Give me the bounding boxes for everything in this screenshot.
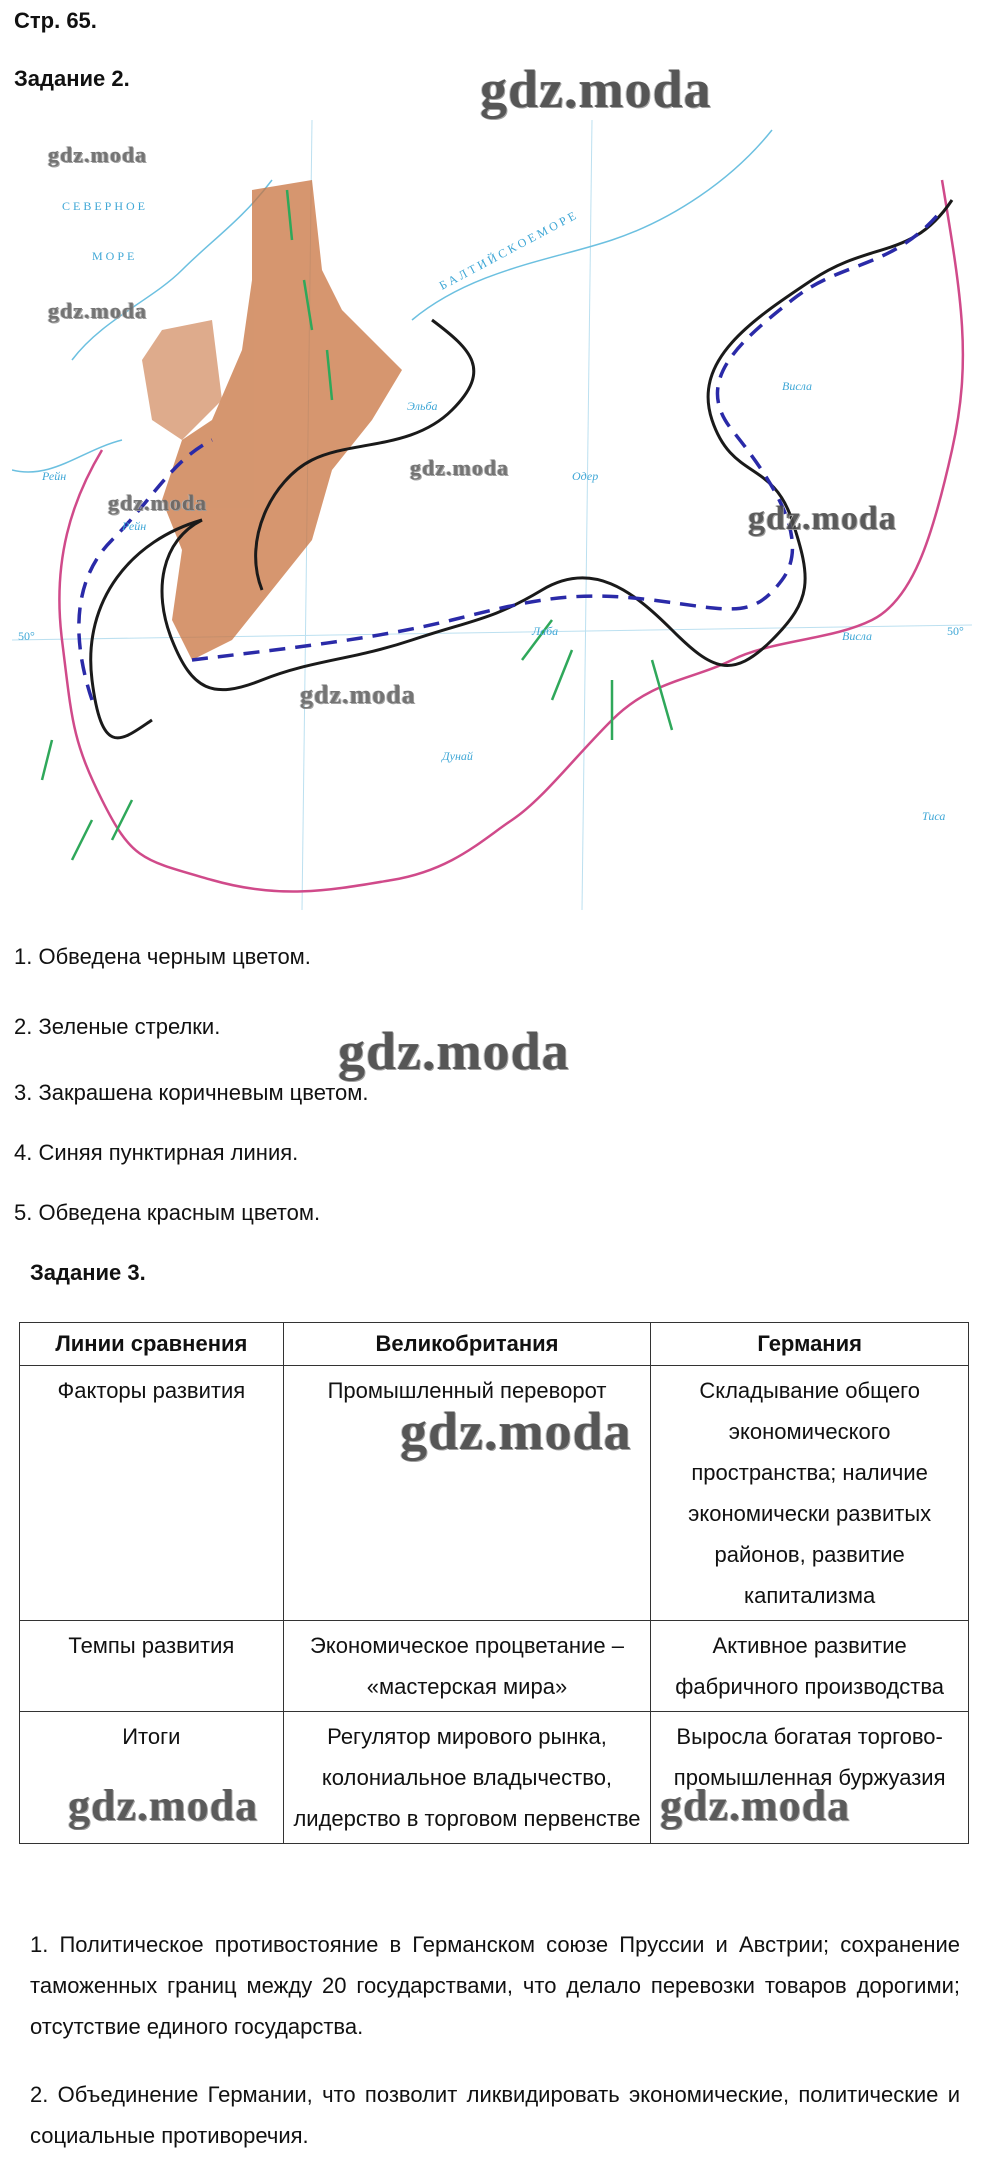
table-cell: Экономическое процветание – «мастерская мира»	[283, 1621, 651, 1712]
task2-title: Задание 2.	[14, 66, 130, 91]
map-label-danube: Дунай	[442, 749, 473, 763]
table-header-cell: Линии сравнения	[20, 1323, 284, 1366]
map-label-vistula-1: Висла	[782, 379, 813, 393]
table-cell: Итоги	[20, 1712, 284, 1844]
watermark: gdz.moda	[300, 680, 416, 709]
watermark: gdz.moda	[660, 1781, 851, 1830]
table-cell: Промышленный переворот	[283, 1366, 651, 1621]
map-label-rhine-2: Рейн	[122, 519, 147, 533]
answer-paragraph: 1. Политическое противостояние в Германском союзе Пруссии и Австрии; сохранение таможенных границ между 20 государствами, что делало перевозки товаров дорогими; отсутствие единого государства.	[30, 1932, 960, 2039]
watermark: gdz.moda	[748, 500, 897, 537]
answer-paragraph: 2. Объединение Германии, что позволит ликвидировать экономические, политические и социальные противоречия.	[30, 2082, 960, 2148]
map-label-north-sea-1: С Е В Е Р Н О Е	[62, 199, 146, 213]
task2-item: 4. Синяя пунктирная линия.	[14, 1140, 299, 1165]
map-label-north-sea-2: М О Р Е	[92, 249, 135, 263]
table-cell: Регулятор мирового рынка, колониальное владычество, лидерство в торговом первенстве	[283, 1712, 651, 1844]
table-cell: Темпы развития	[20, 1621, 284, 1712]
watermark: gdz.moda	[108, 490, 208, 515]
table-header-cell: Великобритания	[283, 1323, 651, 1366]
watermark: gdz.moda	[338, 1021, 570, 1081]
map-label-baltic-sea: Б А Л Т И Й С К О Е М О Р Е	[436, 208, 579, 293]
table-cell: Выросла богатая торгово-промышленная буржуазия	[651, 1712, 969, 1844]
map-label-tisza: Тиса	[922, 809, 946, 823]
task2-item: 3. Закрашена коричневым цветом.	[14, 1080, 369, 1105]
task3-title: Задание 3.	[30, 1260, 146, 1285]
table-header-row	[20, 1323, 969, 1366]
watermark: gdz.moda	[410, 455, 510, 480]
map-label-lat-left: 50°	[18, 629, 35, 643]
task2-item: 2. Зеленые стрелки.	[14, 1014, 221, 1039]
task2-item: 1. Обведена черным цветом.	[14, 944, 311, 969]
table-header-cell: Германия	[651, 1323, 969, 1366]
table-cell: Факторы развития	[20, 1366, 284, 1621]
map-label-vistula-2: Висла	[842, 629, 873, 643]
table-row	[20, 1621, 969, 1712]
map-label-rhine-1: Рейн	[42, 469, 67, 483]
task2-item: 5. Обведена красным цветом.	[14, 1200, 321, 1225]
map-label-oder: Одер	[572, 469, 599, 483]
table-cell: Складывание общего экономического пространства; наличие экономически развитых районов, развитие капитализма	[651, 1366, 969, 1621]
table-cell: Активное развитие фабричного производства	[651, 1621, 969, 1712]
watermark: gdz.moda	[400, 1401, 632, 1461]
map-label-elbe: Эльба	[407, 399, 438, 413]
watermark: gdz.moda	[480, 59, 712, 119]
watermark: gdz.moda	[48, 142, 148, 167]
watermark: gdz.moda	[48, 298, 148, 323]
watermark: gdz.moda	[68, 1781, 259, 1830]
page-label: Стр. 65.	[14, 8, 97, 33]
map-label-lat-right: 50°	[947, 624, 964, 638]
map-label-laba: Лаба	[532, 624, 559, 638]
